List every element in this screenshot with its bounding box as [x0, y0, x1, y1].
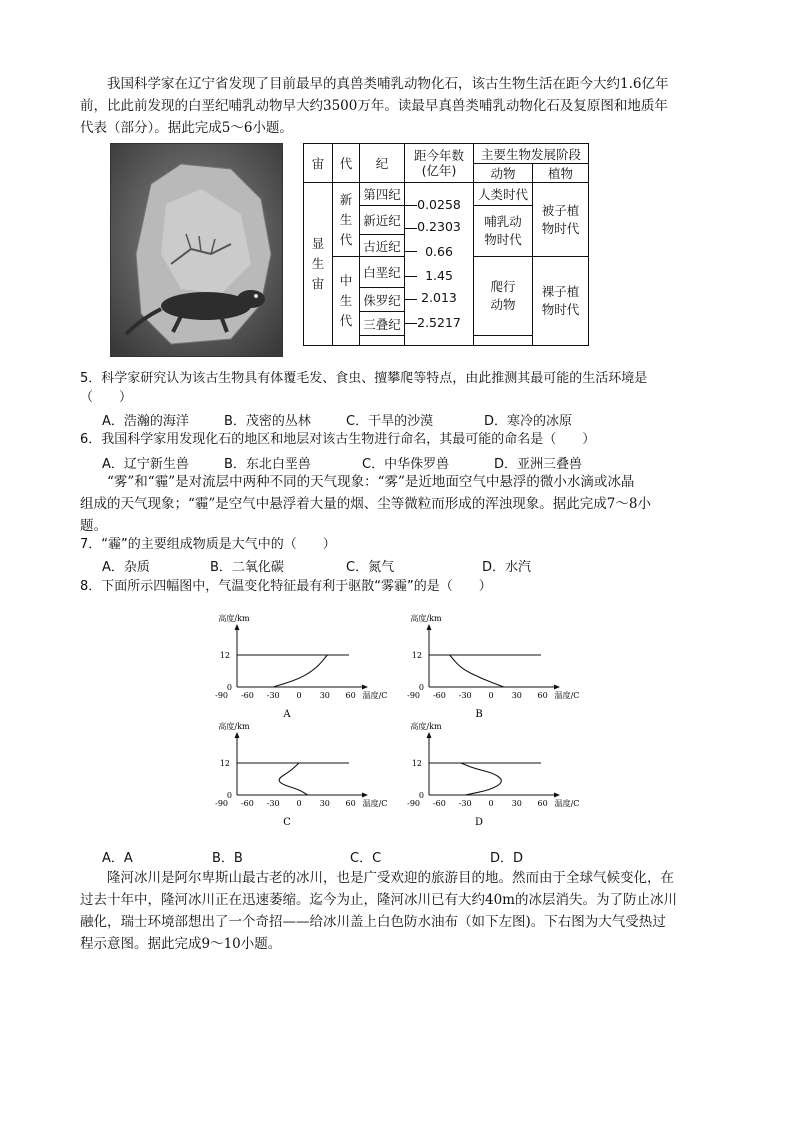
y-tick-label: 0	[418, 791, 424, 800]
y-axis-label: 高度/km	[410, 722, 442, 731]
x-axis-arrow	[362, 685, 368, 690]
age-tick	[405, 228, 417, 229]
y-tick-label: 0	[418, 683, 424, 692]
y-tick-label: 12	[411, 651, 422, 660]
x-tick-label: 60	[537, 691, 548, 700]
y-tick-label: 12	[411, 759, 422, 768]
option-c[interactable]: C．氮气	[346, 560, 395, 575]
geologic-time-table	[303, 143, 589, 346]
option-b[interactable]: B．茂密的丛林	[224, 414, 311, 429]
question-8-stem: 8．下面所示四幅图中，气温变化特征最有利于驱散“雾霾”的是（ ）	[80, 579, 492, 594]
option-d[interactable]: D．D	[490, 851, 524, 866]
plant-angiosperm: 被子植 物时代	[533, 183, 589, 257]
x-tick-label: 30	[319, 691, 330, 700]
x-axis-label: 温度/C	[362, 691, 388, 700]
intro2-line-2: 组成的天气现象；“霾”是空气中悬浮着大量的烟、尘等微粒而形成的浑浊现象。据此完成7～8小	[80, 496, 651, 512]
x-tick-label: -90	[407, 799, 421, 808]
header-period: 纪	[360, 144, 405, 183]
period-paleogene: 古近纪	[360, 235, 405, 257]
intro3-line-4: 程示意图。据此完成9～10小题。	[80, 936, 282, 952]
y-tick-label: 12	[219, 651, 230, 660]
header-eon: 宙	[304, 144, 333, 183]
intro3-line-3: 融化，瑞士环境部想出了一个奇招——给冰川盖上白色防水油布（如下左图)。下右图为大气受热过	[80, 914, 666, 930]
age-2: 0.2303	[417, 219, 461, 234]
intro3-line-2: 过去十年中，隆河冰川正在迅速萎缩。迄今为止，隆河冰川已有大约40m的冰层消失。为了防止冰川	[80, 892, 677, 908]
y-axis-label: 高度/km	[410, 614, 442, 623]
question-5-options	[102, 410, 572, 429]
option-d[interactable]: D．亚洲三叠兽	[494, 457, 583, 472]
age-column	[405, 183, 474, 346]
question-7-stem: 7．“霾”的主要组成物质是大气中的（ ）	[80, 537, 336, 552]
x-tick-label: -60	[432, 799, 446, 808]
temperature-curve	[279, 763, 307, 795]
x-tick-label: 60	[537, 799, 548, 808]
age-5: 2.013	[421, 290, 457, 305]
option-c[interactable]: C．中华侏罗兽	[362, 457, 450, 472]
option-b[interactable]: B．东北白垩兽	[224, 457, 311, 472]
period-cretaceous: 白垩纪	[360, 257, 405, 288]
x-axis-label: 温度/C	[554, 691, 580, 700]
animal-human: 人类时代	[474, 183, 533, 206]
y-axis-arrow	[427, 732, 432, 738]
question-6-options	[102, 453, 582, 472]
option-d[interactable]: D．水汽	[482, 560, 532, 575]
option-b[interactable]: B．B	[212, 851, 243, 866]
option-a[interactable]: A．辽宁新生兽	[102, 457, 189, 472]
x-tick-label: 30	[319, 799, 330, 808]
y-tick-label: 0	[226, 683, 232, 692]
age-1: 0.0258	[417, 197, 461, 212]
animal-mammal: 哺乳动 物时代	[474, 206, 533, 257]
age-tick	[405, 251, 417, 252]
x-tick-label: 30	[511, 691, 522, 700]
y-axis-arrow	[235, 624, 240, 630]
option-a[interactable]: A．A	[102, 851, 133, 866]
question-7-options	[102, 556, 531, 575]
intro-line-3: 代表（部分）。据此完成5～6小题。	[80, 120, 293, 136]
chart-letter: C	[283, 817, 291, 828]
option-a[interactable]: A．杂质	[102, 560, 150, 575]
x-tick-label: 0	[488, 799, 494, 808]
age-6: 2.5217	[417, 315, 461, 330]
chart-letter: B	[475, 709, 483, 720]
x-tick-label: -60	[240, 799, 254, 808]
x-tick-label: -30	[458, 799, 472, 808]
chart-letter: D	[474, 817, 484, 828]
y-tick-label: 12	[219, 759, 230, 768]
age-3: 0.66	[425, 244, 453, 259]
intro3-line-1: 隆河冰川是阿尔卑斯山最古老的冰川，也是广受欢迎的旅游目的地。然而由于全球气候变化，在	[107, 870, 674, 886]
temperature-charts	[0, 605, 794, 865]
period-triassic: 三叠纪	[360, 312, 405, 336]
option-c[interactable]: C．干旱的沙漠	[346, 414, 434, 429]
option-a[interactable]: A．浩瀚的海洋	[102, 414, 189, 429]
y-axis-label: 高度/km	[218, 722, 250, 731]
x-tick-label: 30	[511, 799, 522, 808]
x-tick-label: 60	[345, 691, 356, 700]
question-5-stem: 5．科学家研究认为该古生物具有体覆毛发、食虫、擅攀爬等特点，由此推测其最可能的生活环境是	[80, 371, 648, 386]
x-tick-label: 60	[345, 799, 356, 808]
period-neogene: 新近纪	[360, 206, 405, 235]
y-axis-arrow	[235, 732, 240, 738]
era-mesozoic: 中 生 代	[333, 257, 360, 346]
temperature-curve	[461, 763, 501, 795]
x-tick-label: -90	[215, 691, 229, 700]
age-tick	[405, 205, 417, 206]
age-4: 1.45	[425, 268, 453, 283]
x-axis-arrow	[554, 685, 560, 690]
fossil-image	[110, 143, 283, 357]
x-tick-label: -30	[266, 691, 280, 700]
temperature-curve	[273, 655, 327, 687]
x-tick-label: 0	[488, 691, 494, 700]
x-axis-label: 温度/C	[362, 799, 388, 808]
animal-reptile: 爬行 动物	[474, 257, 533, 336]
empty-cell	[474, 336, 533, 346]
era-cenozoic: 新 生 代	[333, 183, 360, 257]
question-8-options	[102, 847, 523, 866]
x-axis-arrow	[554, 793, 560, 798]
y-axis-label: 高度/km	[218, 614, 250, 623]
intro-line-2: 前，比此前发现的白垩纪哺乳动物早大约3500万年。读最早真兽类哺乳动物化石及复原图和地质年	[80, 98, 668, 114]
header-plant: 植物	[533, 164, 589, 183]
header-era: 代	[333, 144, 360, 183]
period-quaternary: 第四纪	[360, 183, 405, 206]
x-axis-label: 温度/C	[554, 799, 580, 808]
age-tick	[405, 299, 417, 300]
header-stage: 主要生物发展阶段	[474, 144, 589, 164]
intro2-line-3: 题。	[80, 518, 107, 534]
x-tick-label: 0	[296, 691, 302, 700]
x-tick-label: -90	[215, 799, 229, 808]
x-tick-label: -60	[240, 691, 254, 700]
period-jurassic: 侏罗纪	[360, 288, 405, 312]
y-tick-label: 0	[226, 791, 232, 800]
question-6-stem: 6．我国科学家用发现化石的地区和地层对该古生物进行命名，其最可能的命名是（ ）	[80, 432, 596, 447]
chart-letter: A	[283, 709, 291, 720]
age-tick	[405, 276, 417, 277]
x-tick-label: -90	[407, 691, 421, 700]
header-animal: 动物	[474, 164, 533, 183]
option-d[interactable]: D．寒冷的冰原	[484, 414, 573, 429]
x-tick-label: -60	[432, 691, 446, 700]
header-age: 距今年数 (亿年)	[405, 144, 474, 183]
x-tick-label: 0	[296, 799, 302, 808]
question-5-bracket: （ ）	[80, 390, 133, 405]
empty-cell	[360, 336, 405, 346]
x-tick-label: -30	[266, 799, 280, 808]
option-c[interactable]: C．C	[350, 851, 382, 866]
eon-phanerozoic: 显 生 宙	[304, 183, 333, 346]
x-tick-label: -30	[458, 691, 472, 700]
x-axis-arrow	[362, 793, 368, 798]
option-b[interactable]: B．二氧化碳	[210, 560, 284, 575]
plant-gymnosperm: 裸子植 物时代	[533, 257, 589, 346]
intro-line-1: 我国科学家在辽宁省发现了目前最早的真兽类哺乳动物化石，该古生物生活在距今大约1.6亿年	[107, 76, 669, 92]
age-tick	[405, 323, 417, 324]
y-axis-arrow	[427, 624, 432, 630]
temperature-curve	[450, 655, 504, 687]
intro2-line-1: “雾”和“霾”是对流层中两种不同的天气现象：“雾”是近地面空气中悬浮的微小水滴或冰晶	[107, 474, 635, 490]
